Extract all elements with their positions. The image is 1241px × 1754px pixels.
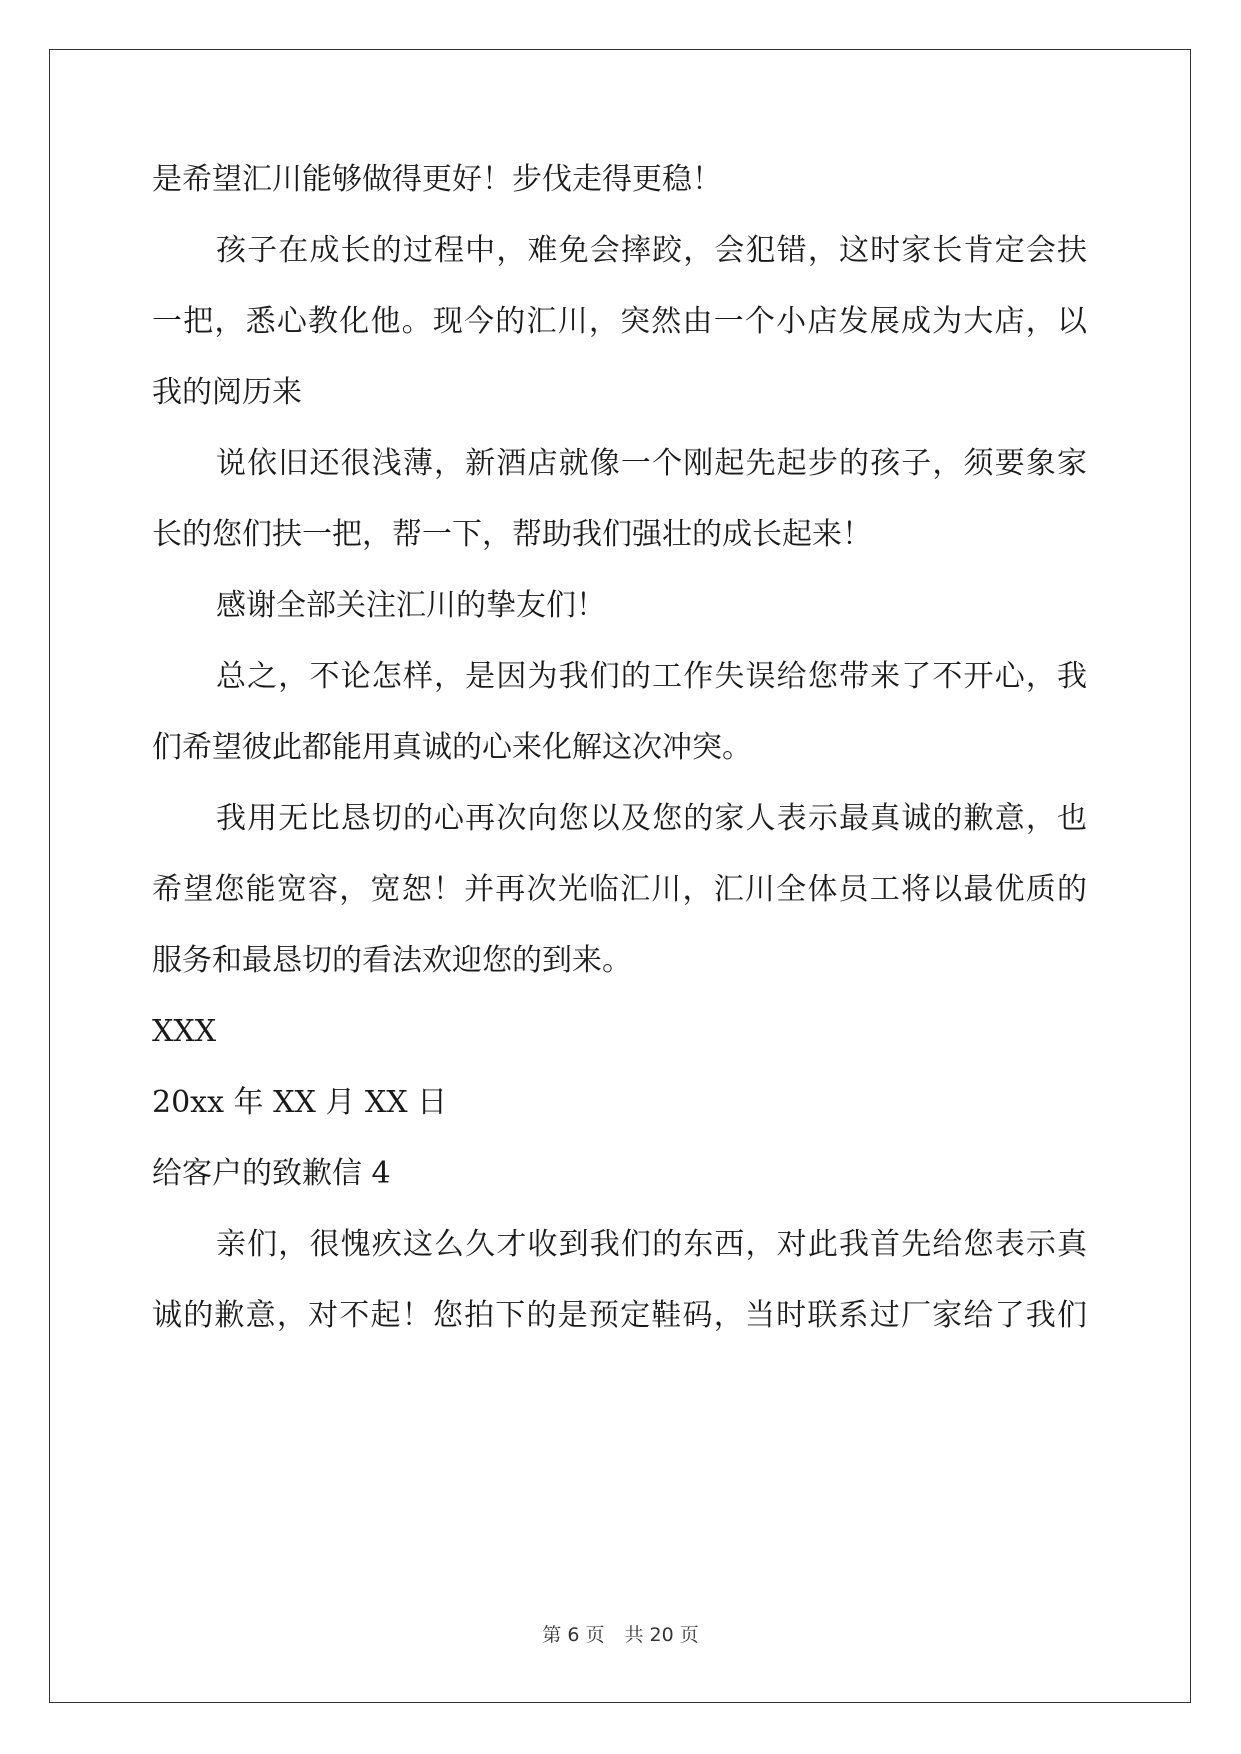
paragraph-start-line: 感谢全部关注汇川的挚友们！	[216, 588, 606, 623]
text-line: 是希望汇川能够做得更好！步伐走得更稳！	[152, 162, 722, 197]
text-line: 我的阅历来	[152, 375, 302, 410]
text-line: 诚的歉意，对不起！您拍下的是预定鞋码，当时联系过厂家给了我们	[152, 1298, 1087, 1333]
paragraph-start-line: 孩子在成长的过程中，难免会摔跤，会犯错，这时家长肯定会扶	[216, 233, 1087, 268]
section-heading: 给客户的致歉信 4	[152, 1156, 391, 1191]
paragraph-start-line: 总之，不论怎样，是因为我们的工作失误给您带来了不开心，我	[216, 659, 1087, 694]
page-footer	[0, 1623, 1241, 1647]
paragraph-start-line: 说依旧还很浅薄，新酒店就像一个刚起先起步的孩子，须要象家	[216, 446, 1087, 481]
paragraph-start-line: 亲们，很愧疚这么久才收到我们的东西，对此我首先给您表示真	[216, 1227, 1087, 1262]
page-number-current: 第 6 页	[542, 1624, 605, 1646]
page-number-total: 共 20 页	[624, 1624, 699, 1646]
signature-date: 20xx 年 XX 月 XX 日	[152, 1085, 448, 1120]
paragraph-start-line: 我用无比恳切的心再次向您以及您的家人表示最真诚的歉意，也	[216, 801, 1087, 836]
signature-name: XXX	[152, 1014, 217, 1049]
text-line: 们希望彼此都能用真诚的心来化解这次冲突。	[152, 730, 752, 765]
text-line: 希望您能宽容，宽恕！并再次光临汇川，汇川全体员工将以最优质的	[152, 872, 1087, 907]
text-line: 服务和最恳切的看法欢迎您的到来。	[152, 943, 632, 978]
text-line: 长的您们扶一把，帮一下，帮助我们强壮的成长起来！	[152, 517, 872, 552]
text-line: 一把，悉心教化他。现今的汇川，突然由一个小店发展成为大店，以	[152, 304, 1087, 339]
